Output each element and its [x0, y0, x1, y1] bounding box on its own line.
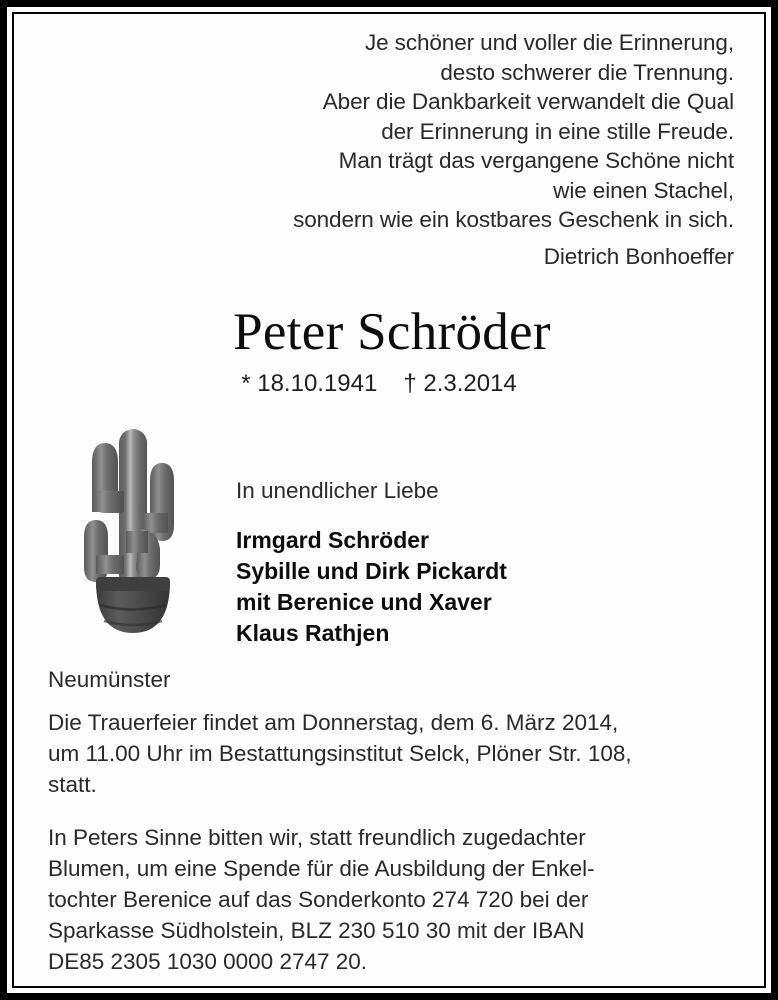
poem-line: Man trägt das vergangene Schöne nicht — [338, 148, 734, 173]
funeral-service-details — [48, 707, 732, 800]
illustration-and-family — [48, 405, 736, 649]
poem-line: wie einen Stachel, — [553, 177, 734, 203]
donation-line: tochter Berenice auf das Sonderkonto 274 720 bei der — [48, 887, 589, 912]
birth-date: * 18.10.1941 — [241, 370, 378, 397]
life-dates — [48, 369, 736, 399]
donation-line: DE85 2305 1030 0000 2747 20. — [48, 949, 368, 974]
deceased-name: Peter Schröder — [233, 303, 551, 361]
poem-line: der Erinnerung in eine stille Freude. — [381, 118, 734, 144]
service-line: statt. — [48, 772, 97, 797]
obituary-inner-border — [12, 12, 766, 988]
family-column — [198, 405, 736, 649]
survivor-name: Sybille und Dirk Pickardt — [236, 558, 507, 584]
survivors-list — [236, 525, 736, 649]
obituary-content — [14, 14, 764, 986]
survivor-name: Klaus Rathjen — [236, 620, 390, 646]
poem-attribution: Dietrich Bonhoeffer — [543, 243, 734, 269]
donation-request — [48, 822, 732, 977]
service-line: um 11.00 Uhr im Bestattungsinstitut Selck, Plöner Str. 108, — [48, 741, 632, 766]
death-date: † 2.3.2014 — [403, 370, 517, 397]
service-line: Die Trauerfeier findet am Donnerstag, dem 6. März 2014, — [48, 710, 619, 735]
poem-line: Je schöner und voller die Erinnerung, — [364, 30, 734, 55]
donation-line: Sparkasse Südholstein, BLZ 230 510 30 mit der IBAN — [48, 918, 585, 943]
obituary-border-gap — [7, 7, 771, 993]
place-name: Neumünster — [48, 667, 171, 692]
service-and-donation — [48, 665, 736, 977]
survivor-name: Irmgard Schröder — [236, 527, 429, 553]
dedication-text: In unendlicher Liebe — [236, 478, 439, 503]
memorial-poem — [48, 28, 736, 271]
donation-line: In Peters Sinne bitten wir, statt freundlich zugedachter — [48, 825, 586, 850]
poem-line: desto schwerer die Trennung. — [440, 59, 734, 85]
cactus-in-pot-icon — [70, 405, 198, 643]
survivor-name: mit Berenice und Xaver — [236, 589, 492, 615]
poem-line: sondern wie ein kostbares Geschenk in sich. — [293, 207, 734, 232]
donation-line: Blumen, um eine Spende für die Ausbildung der Enkel- — [48, 856, 595, 881]
illustration-column — [48, 405, 198, 643]
poem-line: Aber die Dankbarkeit verwandelt die Qual — [322, 89, 734, 114]
